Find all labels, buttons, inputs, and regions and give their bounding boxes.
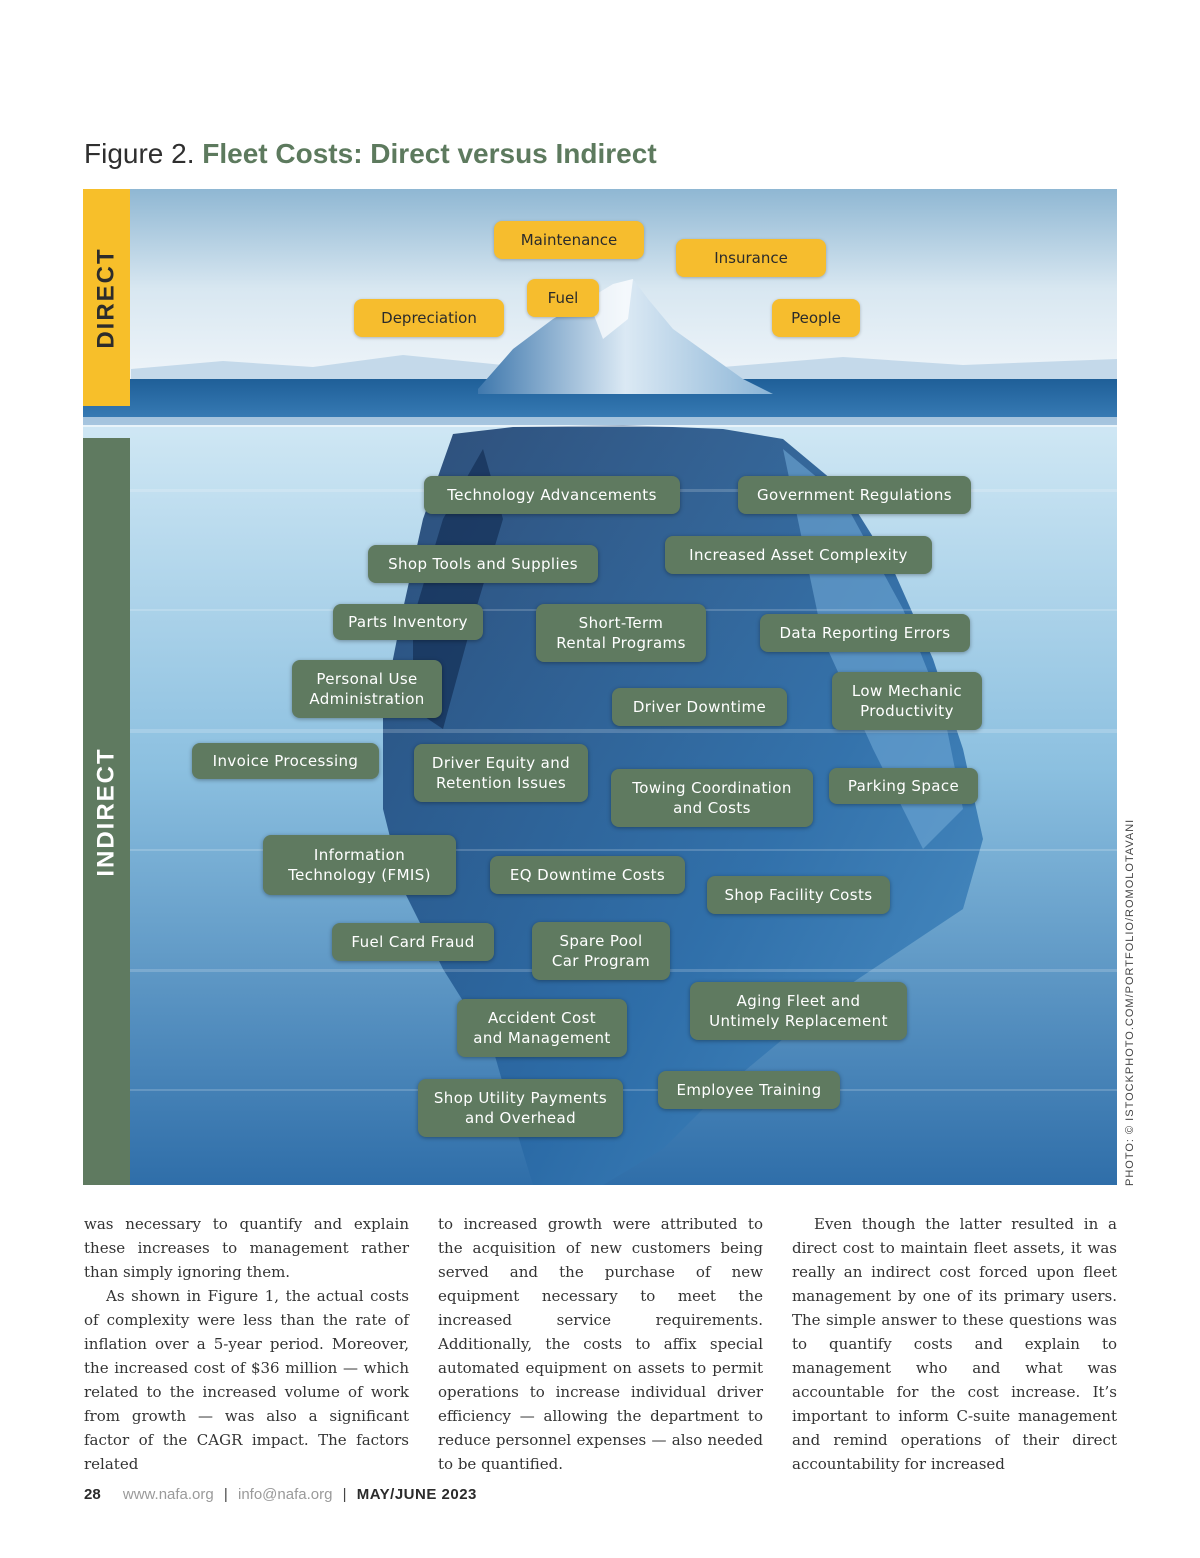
indirect-cost-tag: Increased Asset Complexity — [665, 536, 932, 574]
indirect-cost-tag: Parts Inventory — [333, 604, 483, 640]
direct-cost-tag: Maintenance — [494, 221, 644, 259]
direct-cost-tag: Depreciation — [354, 299, 504, 337]
footer-divider: | — [223, 1486, 228, 1503]
indirect-cost-tag: Driver Equity and Retention Issues — [414, 744, 588, 802]
text-column-1 — [84, 1212, 409, 1476]
direct-band — [83, 189, 130, 406]
figure-heading: Fleet Costs: Direct versus Indirect — [202, 138, 657, 169]
direct-cost-tag: People — [772, 299, 860, 337]
paragraph: to increased growth were attributed to the acquisition of new customers being served and the purchase of new equipment necessary to meet the increased service requirements. Additionally, the costs to affix special automated equipment on assets to permit operations to increase individual driver efficiency — allowing the department to reduce personnel expenses — also needed to be quantified. — [438, 1215, 763, 1473]
direct-label: DIRECT — [92, 246, 120, 349]
indirect-label: INDIRECT — [92, 746, 120, 877]
indirect-cost-tag: Employee Training — [658, 1071, 840, 1109]
paragraph: was necessary to quantify and explain these increases to management rather than simply ignoring them. — [84, 1215, 409, 1281]
page-footer — [84, 1486, 477, 1503]
indirect-cost-tag: Low Mechanic Productivity — [832, 672, 982, 730]
indirect-cost-tag: Information Technology (FMIS) — [263, 835, 456, 895]
indirect-band — [83, 438, 130, 1185]
website-link[interactable]: www.nafa.org — [122, 1486, 214, 1503]
indirect-cost-tag: Driver Downtime — [612, 688, 787, 726]
issue-date: MAY/JUNE 2023 — [356, 1486, 477, 1503]
photo-credit: PHOTO: © ISTOCKPHOTO.COM/PORTFOLIO/ROMOLOTAVANI — [1124, 818, 1136, 1186]
indirect-cost-tag: Technology Advancements — [424, 476, 680, 514]
indirect-cost-tag: Personal Use Administration — [292, 660, 442, 718]
iceberg-figure — [83, 189, 1117, 1185]
paragraph: As shown in Figure 1, the actual costs of complexity were less than the rate of inflation over a 5-year period. Moreover, the increased cost of $36 million — which related to the increased volume of work from growth — was also a significant factor of the CAGR impact. The factors related — [84, 1287, 409, 1473]
direct-cost-tag: Insurance — [676, 239, 826, 277]
indirect-cost-tag: Data Reporting Errors — [760, 614, 970, 652]
direct-cost-tag: Fuel — [527, 279, 599, 317]
footer-divider: | — [342, 1486, 347, 1503]
indirect-cost-tag: Aging Fleet and Untimely Replacement — [690, 982, 907, 1040]
indirect-cost-tag: Shop Facility Costs — [707, 876, 890, 914]
indirect-cost-tag: Fuel Card Fraud — [332, 923, 494, 961]
indirect-cost-tag: EQ Downtime Costs — [490, 856, 685, 894]
figure-title — [84, 138, 657, 170]
indirect-cost-tag: Government Regulations — [738, 476, 971, 514]
figure-label: Figure 2. — [84, 138, 195, 169]
page-number: 28 — [84, 1486, 101, 1503]
indirect-cost-tag: Shop Utility Payments and Overhead — [418, 1079, 623, 1137]
indirect-cost-tag: Short-Term Rental Programs — [536, 604, 706, 662]
indirect-cost-tag: Shop Tools and Supplies — [368, 545, 598, 583]
indirect-cost-tag: Invoice Processing — [192, 743, 379, 779]
indirect-cost-tag: Accident Cost and Management — [457, 999, 627, 1057]
paragraph: Even though the latter resulted in a direct cost to maintain fleet assets, it was really an indirect cost forced upon fleet management by one of its primary users. The simple answer to these questions was to quantify costs and explain to management who and what was accountable for the cost increase. It’s important to inform C-suite management and remind operations of their direct accountability for increased — [792, 1215, 1117, 1473]
indirect-cost-tag: Towing Coordination and Costs — [611, 769, 813, 827]
indirect-cost-tag: Parking Space — [829, 768, 978, 804]
indirect-cost-tag: Spare Pool Car Program — [532, 922, 670, 980]
text-column-3 — [792, 1212, 1117, 1476]
text-column-2 — [438, 1212, 763, 1476]
email-link[interactable]: info@nafa.org — [238, 1486, 333, 1503]
